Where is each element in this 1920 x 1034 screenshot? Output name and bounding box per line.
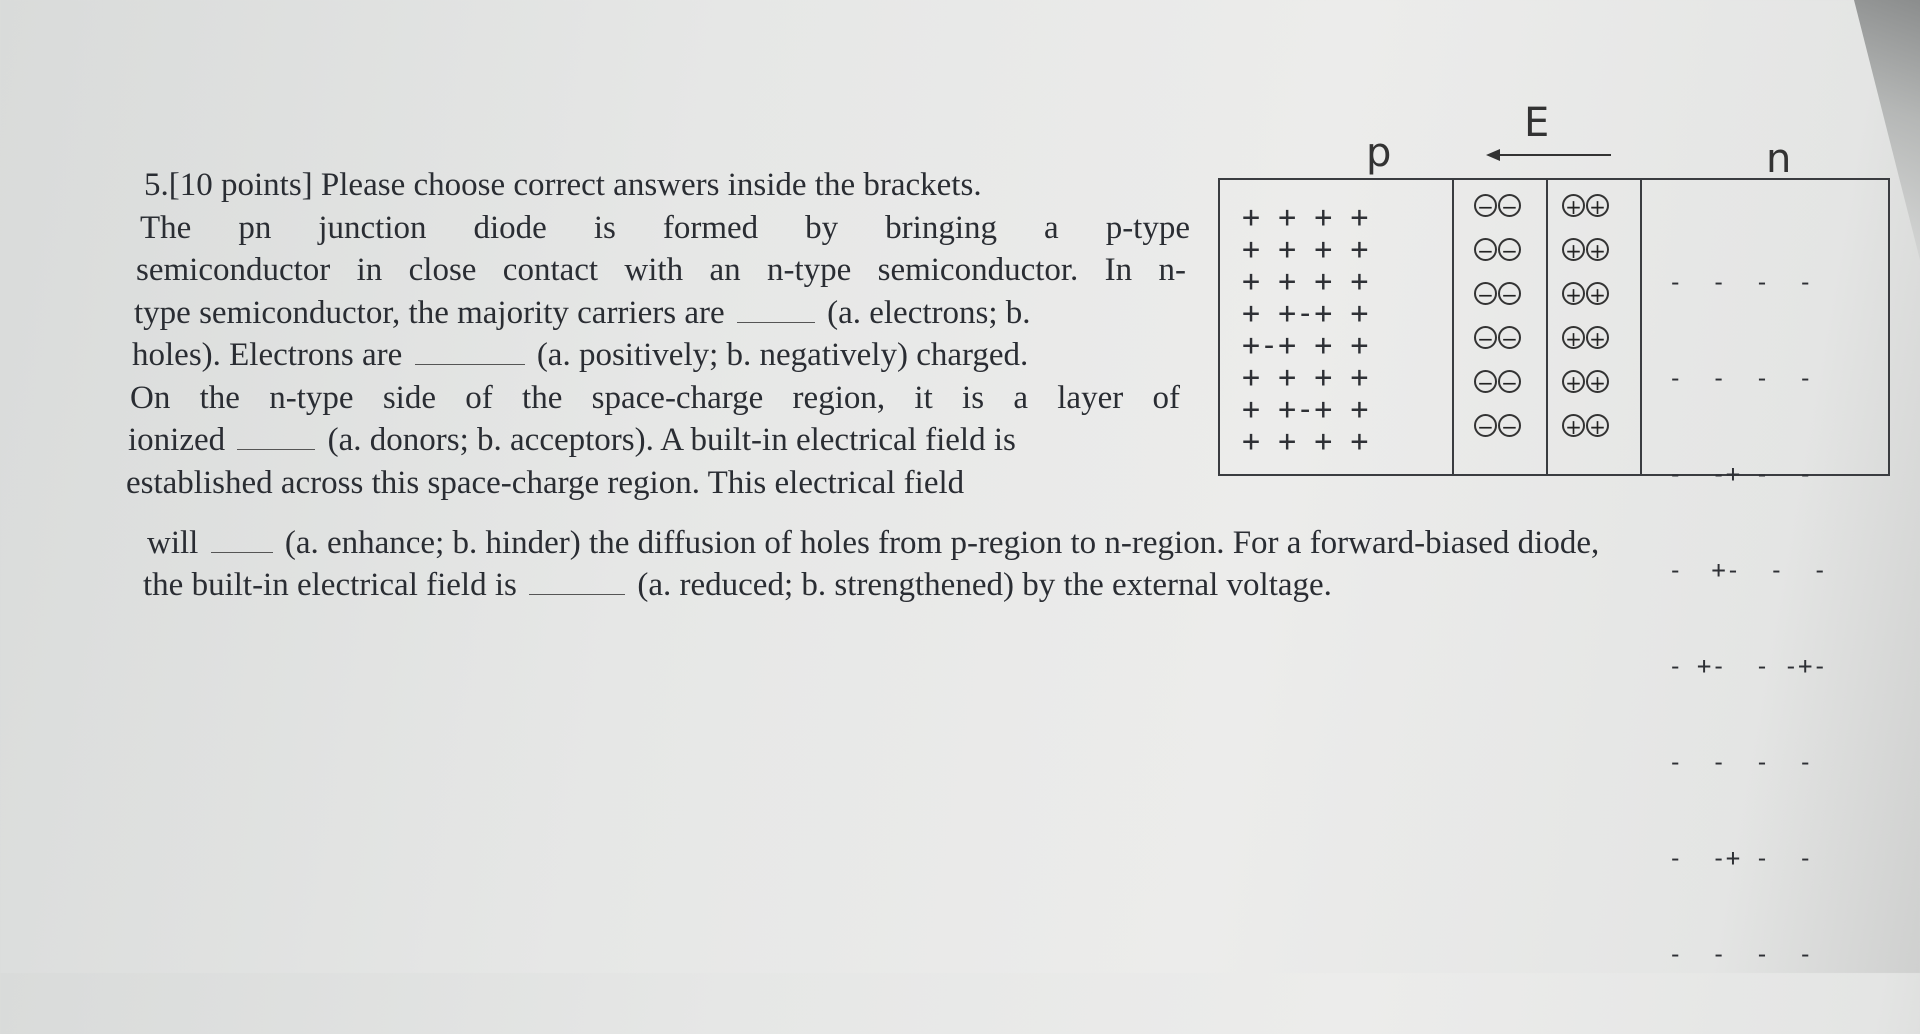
answer-blank-5[interactable]: [529, 593, 625, 595]
positive-ion-icon: +: [1586, 194, 1609, 217]
p-depletion-boundary: [1452, 180, 1454, 474]
electron-row: - - - -: [1668, 364, 1813, 392]
electron-row: - - - -: [1668, 748, 1813, 776]
positive-ion-icon: +: [1586, 414, 1609, 437]
question-line: [147, 522, 1599, 564]
question-title: 5.[10 points] Please choose correct answers inside the brackets.: [144, 167, 982, 203]
electric-field-arrow-icon: [1486, 148, 1616, 162]
question-text-segment: (a. donors; b. acceptors). A built-in electrical field is: [327, 422, 1016, 458]
question-continuation: [143, 522, 1600, 606]
question-text-segment: (a. electrons; b.: [827, 294, 1031, 331]
question-text-segment: type semiconductor, the majority carriers are: [134, 294, 725, 331]
question-line: [132, 334, 1190, 377]
question-line: semiconductor in close contact with an n-type semiconductor. In n-: [136, 252, 1186, 288]
electron-row: - - - -: [1668, 940, 1813, 968]
answer-blank-2[interactable]: [415, 363, 525, 365]
question-text-segment: (a. positively; b. negatively) charged.: [536, 337, 1029, 373]
hole-row: + + + +: [1242, 232, 1369, 267]
positive-ion-icon: +: [1586, 238, 1609, 261]
n-region-electrons: [1668, 202, 1827, 1034]
junction-box: [1218, 178, 1890, 968]
negative-ion-icon: −: [1498, 370, 1521, 393]
negative-ion-icon: −: [1474, 282, 1497, 305]
question-text-segment: (a. reduced; b. strengthened) by the external voltage.: [637, 567, 1332, 603]
positive-ion-icon: +: [1562, 194, 1585, 217]
answer-blank-4[interactable]: [211, 551, 273, 553]
answer-blank-1[interactable]: [737, 321, 815, 323]
hole-row: + + + +: [1242, 360, 1369, 395]
question-line: [134, 292, 1190, 335]
answer-blank-3[interactable]: [237, 448, 315, 450]
negative-ion-icon: −: [1474, 238, 1497, 261]
question-line: On the n-type side of the space-charge region, it is a layer of: [130, 379, 1180, 416]
electric-field-label: E: [1524, 100, 1550, 146]
question-line: established across this space-charge region. This electrical field: [126, 464, 965, 501]
negative-ion-icon: −: [1474, 414, 1497, 437]
hole-row: + + + +: [1242, 200, 1369, 235]
positive-ion-icon: +: [1562, 282, 1585, 305]
negative-ion-icon: −: [1498, 238, 1521, 261]
n-region-label: n: [1766, 136, 1792, 182]
n-depletion-boundary: [1640, 180, 1642, 474]
question-text-segment: the built-in electrical field is: [143, 567, 517, 603]
positive-ion-icon: +: [1586, 326, 1609, 349]
negative-ion-icon: −: [1474, 370, 1497, 393]
question-text-segment: ionized: [128, 422, 226, 458]
metallurgical-junction: [1546, 180, 1548, 474]
positive-ion-icon: +: [1562, 326, 1585, 349]
electron-row: - - - -: [1668, 268, 1813, 296]
p-region-label: p: [1366, 130, 1392, 176]
negative-ion-icon: −: [1498, 282, 1521, 305]
positive-ion-icon: +: [1586, 282, 1609, 305]
negative-ion-icon: −: [1498, 326, 1521, 349]
negative-ion-icon: −: [1474, 326, 1497, 349]
hole-row: + + + +: [1242, 264, 1369, 299]
negative-ion-icon: −: [1474, 194, 1497, 217]
hole-row: +-+ + +: [1242, 328, 1369, 363]
question-line: [143, 564, 1599, 606]
positive-ion-icon: +: [1562, 414, 1585, 437]
negative-ion-icon: −: [1498, 414, 1521, 437]
question-text-segment: holes). Electrons are: [132, 337, 403, 373]
positive-ion-icon: +: [1562, 238, 1585, 261]
electron-row: - -+ - -: [1668, 844, 1813, 872]
question-line: The pn junction diode is formed by bringing a p-type: [140, 209, 1190, 246]
hole-row: + +-+ +: [1242, 392, 1369, 427]
question-text-segment: will: [147, 525, 199, 561]
question-text-segment: (a. enhance; b. hinder) the diffusion of holes from p-region to n-region. For a forward-biased diode,: [284, 525, 1600, 561]
question-text: [126, 164, 1190, 504]
electron-row: - -+ - -: [1668, 460, 1813, 488]
hole-row: + + + +: [1242, 424, 1369, 459]
negative-ion-icon: −: [1498, 194, 1521, 217]
positive-ion-icon: +: [1562, 370, 1585, 393]
question-line: [128, 419, 1190, 462]
electron-row: - +- - -: [1668, 556, 1827, 584]
electron-row: - +- - -+-: [1668, 652, 1827, 680]
positive-ion-icon: +: [1586, 370, 1609, 393]
pn-junction-diagram: [1218, 100, 1898, 968]
p-region-holes: [1242, 202, 1368, 458]
hole-row: + +-+ +: [1242, 296, 1369, 331]
